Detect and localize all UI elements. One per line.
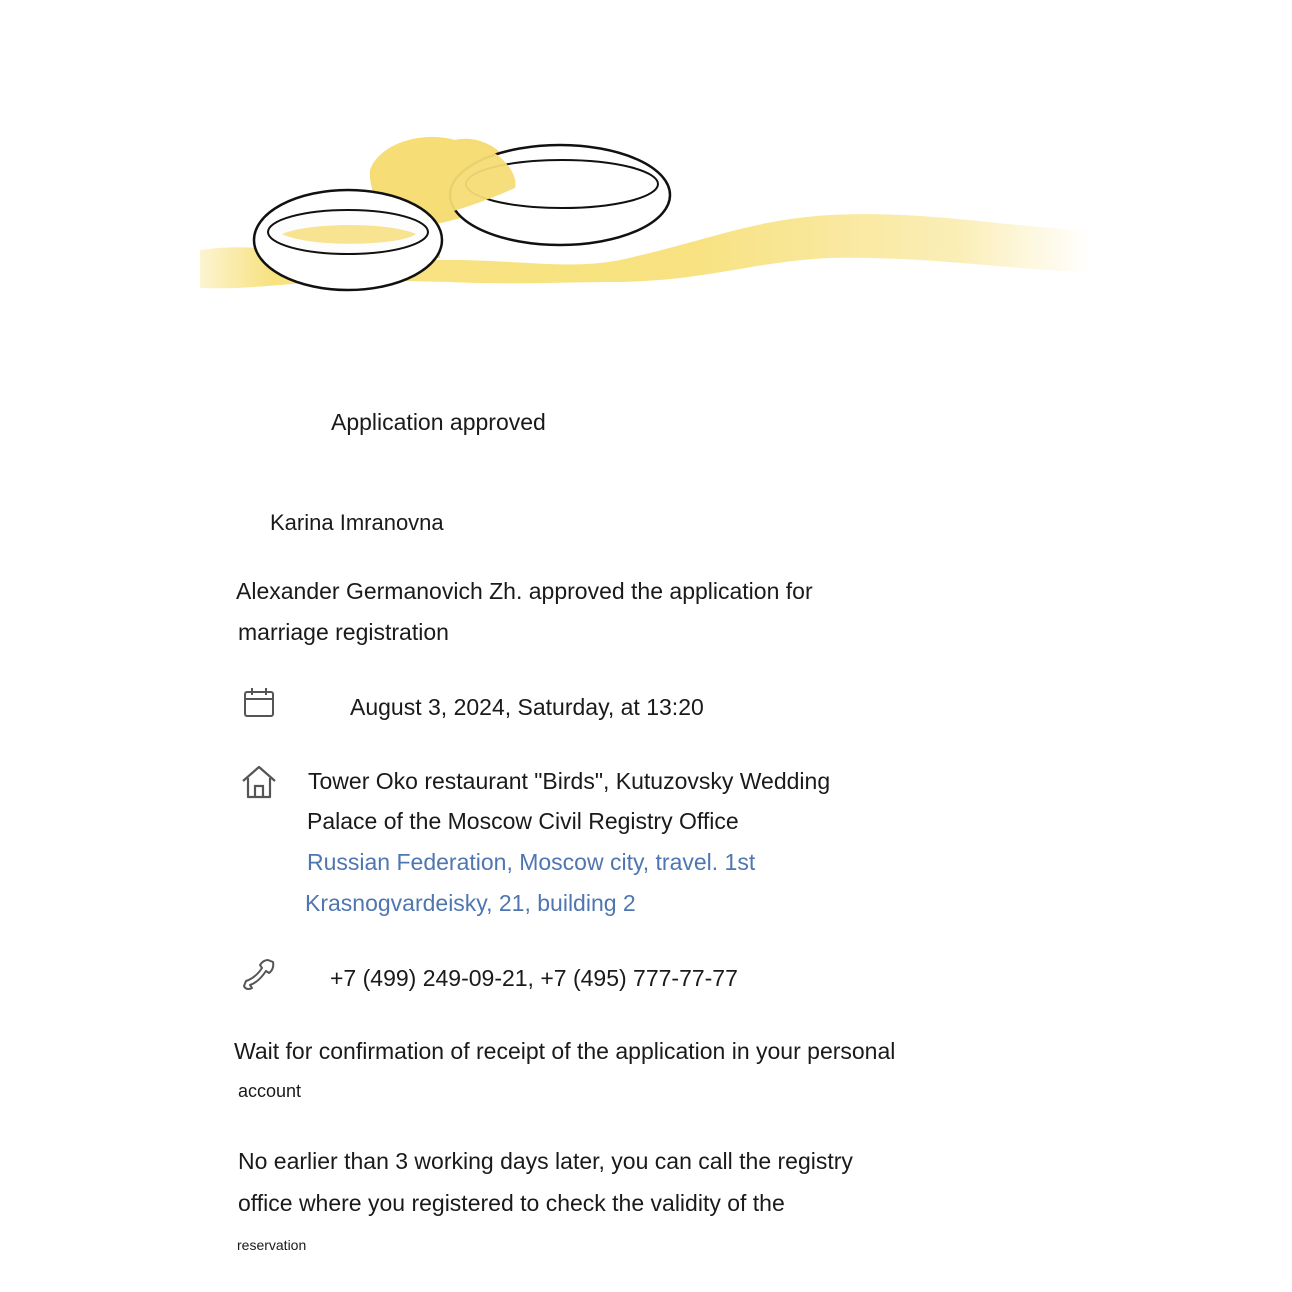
venue-address-link-line-2[interactable]: Krasnogvardeisky, 21, building 2	[305, 890, 636, 916]
phone-icon	[242, 957, 278, 991]
reservation-note-line-3: reservation	[237, 1237, 307, 1253]
wait-instruction-line-1: Wait for confirmation of receipt of the application in your personal	[234, 1038, 896, 1064]
event-date: August 3, 2024, Saturday, at 13:20	[350, 694, 704, 720]
contact-phones[interactable]: +7 (499) 249-09-21, +7 (495) 777-77-77	[330, 965, 738, 991]
venue-address-link[interactable]: Russian Federation, Moscow city, travel. 1st	[307, 849, 756, 875]
reservation-note-line-1: No earlier than 3 working days later, you can call the registry	[238, 1148, 853, 1174]
venue-name-line-1: Tower Oko restaurant "Birds", Kutuzovsky Wedding	[308, 768, 831, 794]
reservation-note-line-2: office where you registered to check the validity of the	[238, 1190, 785, 1216]
wait-instruction-line-2: account	[238, 1081, 302, 1101]
page-title: Application approved	[331, 409, 546, 435]
venue-name-line-2: Palace of the Moscow Civil Registry Office	[307, 808, 739, 834]
greeting-name: Karina Imranovna	[270, 510, 444, 535]
calendar-icon	[242, 687, 276, 719]
home-icon	[240, 764, 278, 800]
wedding-rings-icon	[190, 110, 1100, 320]
approval-message-line-1: Alexander Germanovich Zh. approved the application for	[236, 578, 813, 604]
approval-message-line-2: marriage registration	[238, 619, 449, 645]
